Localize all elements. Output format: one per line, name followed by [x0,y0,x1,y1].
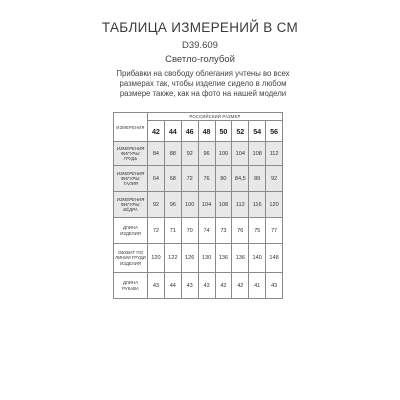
table-cell: 108 [215,192,232,218]
table-cell: 42 [215,273,232,299]
table-row [114,273,283,299]
corner-label: ИЗМЕРЕНИЯ [114,113,148,142]
table-cell: 77 [266,218,283,244]
row-label: ИЗМЕРЕНИЯ ФИГУРЫ: БЁДРА [114,192,148,218]
table-cell: 68 [164,166,181,192]
table-cell: 140 [249,244,266,273]
table-cell: 43 [266,273,283,299]
table-header-group-row [114,113,283,121]
table-cell: 44 [164,273,181,299]
table-cell: 100 [181,192,198,218]
table-cell: 100 [215,142,232,166]
table-cell: 43 [198,273,215,299]
row-label: ДЛИНА ИЗДЕЛИЯ [114,218,148,244]
table-cell: 43 [148,273,165,299]
table-cell: 64 [148,166,165,192]
row-label: ОБХВАТ ПО ЛИНИИ ГРУДИ ИЗДЕЛИЯ [114,244,148,273]
group-header: РОССИЙСКИЙ РАЗМЕР [148,113,283,121]
table-cell: 112 [266,142,283,166]
article-number: D39.609 [182,40,218,51]
table-cell: 80 [215,166,232,192]
color-name: Светло-голубой [165,54,235,65]
table-cell: 130 [198,244,215,273]
size-header: 56 [266,121,283,142]
table-cell: 84,5 [232,166,249,192]
table-cell: 74 [198,218,215,244]
size-header: 46 [181,121,198,142]
table-cell: 122 [164,244,181,273]
table-cell: 88 [164,142,181,166]
table-row [114,166,283,192]
table-cell: 75 [249,218,266,244]
table-cell: 72 [181,166,198,192]
size-table [113,112,283,299]
table-cell: 41 [249,273,266,299]
table-cell: 96 [198,142,215,166]
table-cell: 76 [198,166,215,192]
table-cell: 89 [249,166,266,192]
table-cell: 148 [266,244,283,273]
fit-note: Прибавки на свободу облегания учтены во всех размерах так, чтобы изделие сидело в любом размере также, как на фото на нашей модели [116,69,290,98]
row-label: ДЛИНА РУКАВА [114,273,148,299]
table-cell: 76 [232,218,249,244]
table-cell: 126 [181,244,198,273]
table-cell: 70 [181,218,198,244]
table-row [114,192,283,218]
table-row [114,142,283,166]
table-cell: 73 [215,218,232,244]
page-title: ТАБЛИЦА ИЗМЕРЕНИЙ В СМ [101,20,299,35]
table-cell: 92 [148,192,165,218]
size-header: 50 [215,121,232,142]
table-cell: 136 [232,244,249,273]
table-cell: 108 [249,142,266,166]
size-header: 48 [198,121,215,142]
table-cell: 136 [215,244,232,273]
table-cell: 42 [232,273,249,299]
table-cell: 112 [232,192,249,218]
size-header: 52 [232,121,249,142]
table-cell: 104 [232,142,249,166]
table-cell: 92 [181,142,198,166]
table-cell: 120 [266,192,283,218]
table-cell: 72 [148,218,165,244]
table-cell: 120 [148,244,165,273]
table-cell: 71 [164,218,181,244]
table-cell: 116 [249,192,266,218]
table-row [114,244,283,273]
size-header: 42 [148,121,165,142]
row-label: ИЗМЕРЕНИЯ ФИГУРЫ: ГРУДЬ [114,142,148,166]
table-cell: 84 [148,142,165,166]
table-cell: 104 [198,192,215,218]
row-label: ИЗМЕРЕНИЯ ФИГУРЫ: ТАЛИЯ [114,166,148,192]
table-row [114,218,283,244]
table-cell: 96 [164,192,181,218]
table-cell: 43 [181,273,198,299]
size-header: 44 [164,121,181,142]
size-header: 54 [249,121,266,142]
table-cell: 92 [266,166,283,192]
